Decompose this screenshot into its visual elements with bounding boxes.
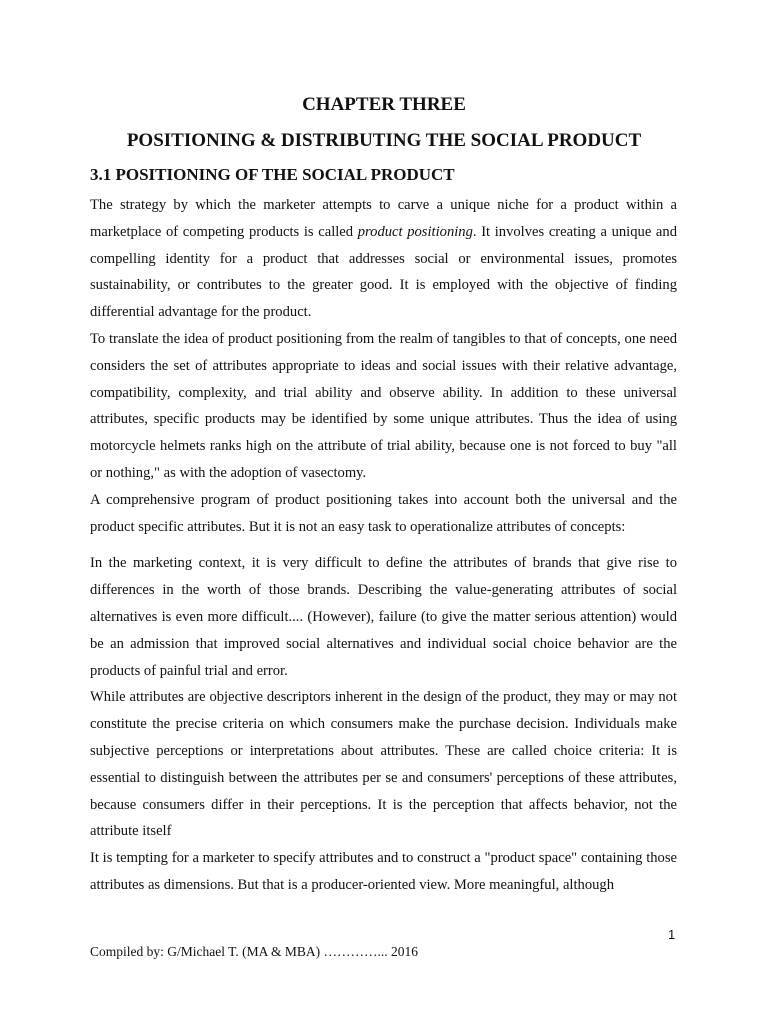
paragraph-6: It is tempting for a marketer to specify attributes and to construct a "product space" containing those attributes as dimensions. But that is a producer-oriented view. More meaningful, although xyxy=(90,850,677,893)
footer-compiled-by: Compiled by: G/Michael T. (MA & MBA) …………... 2016 xyxy=(90,944,418,959)
section-heading: 3.1 POSITIONING OF THE SOCIAL PRODUCT xyxy=(90,165,455,184)
paragraph-5: While attributes are objective descriptors inherent in the design of the product, they may or may not constitute the precise criteria on which consumers make the purchase decision. Individuals make subjective perceptions or interpretations about attributes. These are called choice criteria: It is essential to distinguish between the attributes per se and consumers' perceptions of these attributes, because consumers differ in their perceptions. It is the perception that affects behavior, not the attribute itself xyxy=(90,689,677,840)
body-text xyxy=(90,192,677,899)
paragraph-2: To translate the idea of product positioning from the realm of tangibles to that of concepts, one need considers the set of attributes appropriate to ideas and social issues with their relative advantage, compatibility, complexity, and trial ability and observe ability. In addition to these universal attributes, specific products may be identified by some unique attributes. Thus the idea of using motorcycle helmets ranks high on the attribute of trial ability, because one is not forced to buy "all or nothing," as with the adoption of vasectomy. xyxy=(90,330,677,481)
paragraph-1-emphasis: product positioning xyxy=(357,223,473,240)
paragraph-4-quote: In the marketing context, it is very difficult to define the attributes of brands that give rise to differences in the worth of those brands. Describing the value-generating attributes of social alternatives is even more difficult.... (However), failure (to give the matter serious attention) would be an admission that improved social alternatives and individual social choice behavior are the products of painful trial and error. xyxy=(90,555,677,679)
paragraph-1-end: . It involves creating a unique and compelling identity for a product that addresses social or environmental issues, promotes sustainability, or contributes to the greater good. It is employed with the objective of finding differential advantage for the product. xyxy=(90,223,678,321)
page-number: 1 xyxy=(668,927,676,942)
paragraph-1-start: The strategy by which the marketer attempts to carve a unique niche for a product within a marketplace of competing products is called xyxy=(90,197,677,240)
chapter-title: CHAPTER THREE xyxy=(302,94,466,115)
paragraph-3: A comprehensive program of product positioning takes into account both the universal and the product specific attributes. But it is not an easy task to operationalize attributes of concepts: xyxy=(90,491,677,535)
paragraph-1 xyxy=(90,192,677,326)
chapter-subtitle: POSITIONING & DISTRIBUTING THE SOCIAL PRODUCT xyxy=(126,130,642,151)
